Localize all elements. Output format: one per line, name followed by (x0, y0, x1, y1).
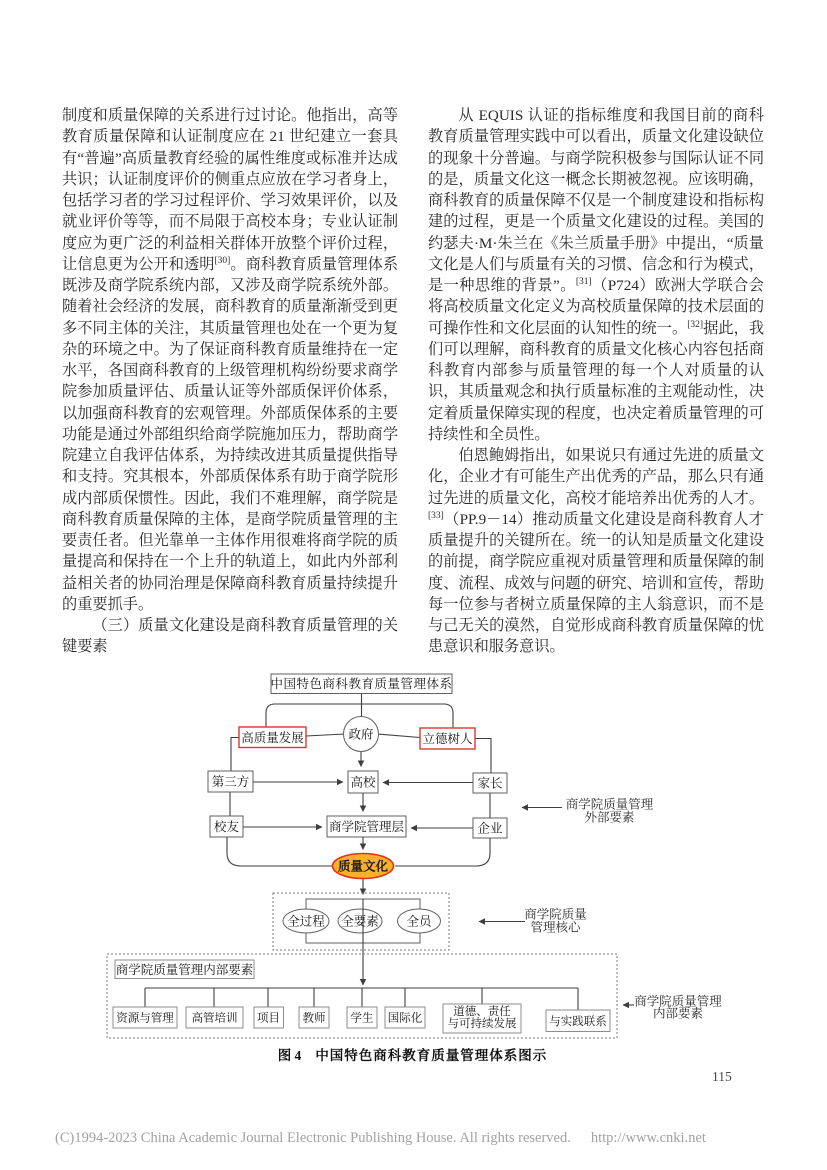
annotation-internal-line2: 内部要素 (652, 1006, 704, 1021)
node-system-label: 中国特色商科教育质量管理体系 (270, 677, 453, 691)
annotation-external-elements (522, 797, 654, 825)
annotation-core-line2: 管理核心 (530, 920, 581, 935)
node-practice-label: 与实践联系 (549, 1016, 607, 1028)
footer-copyright: (C)1994-2023 China Academic Journal Electronic Publishing House. All rights reserved. (55, 1130, 571, 1146)
node-teachers-label: 教师 (302, 1012, 326, 1025)
text-segment: （P724）欧洲大学联合会将高校质量文化定义为高校质量保障的技术层面的可操作性和文化层面的认知性的统一。 (428, 277, 764, 337)
text-segment: 据此，我们可以理解，商科教育的质量文化核心内容包括商科教育内部参与质量管理的每一个人对质量的认识，其质量观念和执行质量标准的主观能动性，决定着质量保障实现的程度，也决定着质量管理的可持续性和全员性。 (428, 319, 765, 443)
citation-superscript: [33] (428, 510, 444, 521)
node-alumni-label: 校友 (213, 820, 240, 834)
node-executive-training-label: 高管培训 (191, 1012, 238, 1025)
text-segment: （PP.9－14）推动质量文化建设是商科教育人才质量提升的关键所在。统一的认知是质量文化建设的前提，商学院应重视对质量管理和质量保障的制度、流程、成效与问题的研究、培训和宣传，帮助每一位参与者树立质量保障的主人翁意识，而不是与己无关的漠然，自觉形成商科教育质量保障的忧患意识和服务意识。 (428, 510, 764, 656)
node-whole-process-label: 全过程 (287, 914, 325, 929)
node-bs-management-label: 商学院管理层 (328, 820, 405, 834)
node-university-label: 高校 (350, 775, 376, 790)
node-all-staff-label: 全员 (406, 914, 432, 929)
text-segment: （三）质量文化建设是商科教育质量管理的关键要素 (62, 617, 398, 656)
text-segment: 制度和质量保障的关系进行过讨论。他指出，高等教育质量保障和认证制度应在 21 世纪建立一套具有“普遍”高质量教育经验的属性维度或标准并达成共识；认证制度评价的侧重点应放在学习者身上，包括学习者的学习过程评价、学习效果评价，以及就业评价等等，而不局限于高校本身；专业认证制度应为更广泛的利益相关群体开放整个评价过程，让信息更为公开和透明 (62, 107, 398, 273)
annotation-external-line1: 商学院质量管理 (565, 797, 654, 812)
node-ethics-label-line1: 道德、责任 (453, 1006, 511, 1018)
node-parents-label: 家长 (477, 776, 503, 791)
footer-url-link[interactable]: http://www.cnki.net (590, 1130, 706, 1146)
annotation-internal-elements (623, 994, 722, 1021)
annotation-core-line1: 商学院质量 (524, 907, 587, 922)
text-segment: 。商科教育质量管理体系既涉及商学院系统内部，又涉及商学院系统外部。随着社会经济的发展，商科教育的质量渐渐受到更多不同主体的关注，其质量管理也处在一个更为复杂的环境之中。为了保证商科教育质量维持在一定水平，各国商科教育的上级管理机构纷纷要求商学院参加质量评估、质量认证等外部质保评价体系，以加强商科教育的宏观管理。外部质保体系的主要功能是通过外部组织给商学院施加压力，帮助商学院建立自我评估体系，为持续改进其质量提供指导和支持。究其根本，外部质保体系有助于商学院形成内部质保惯性。因此，我们不难理解，商学院是商科教育质量保障的主体，是商学院质量管理的主要责任者。但光靠单一主体作用很难将商学院的质量提高和保持在一个上升的轨道上，如此内外部利益相关者的协同治理是保障商科教育质量持续提升的重要抓手。 (62, 255, 399, 613)
figure-caption-title: 中国特色商科教育质量管理体系图示 (315, 1048, 548, 1063)
annotation-external-line2: 外部要素 (584, 810, 635, 825)
citation-superscript: [30] (214, 255, 231, 266)
node-government-label: 政府 (348, 727, 374, 742)
text-segment: 从 EQUIS 认证的指标维度和我国目前的商科教育质量管理实践中可以看出，质量文化建设缺位的现象十分普遍。与商学院积极参与国际认证不同的是，质量文化这一概念长期被忽视。应该明确，商科教育的质量保障不仅是一个制度建设和指标构建的过程，更是一个质量文化建设的过程。美国的约瑟夫·M·朱兰在《朱兰质量手册》中提出，“质量文化是人们与质量有关的习惯、信念和行为模式，是一种思维的背景”。 (428, 107, 764, 294)
node-lide-shuren-label: 立德树人 (422, 732, 473, 746)
page-footer (55, 1130, 815, 1147)
node-all-elements-label: 全要素 (341, 914, 379, 929)
citation-superscript: [32] (687, 319, 704, 330)
annotation-management-core (479, 907, 587, 935)
node-programs-label: 项目 (257, 1012, 280, 1025)
node-students-label: 学生 (350, 1012, 374, 1025)
node-ethics-label-line2: 与可持续发展 (447, 1018, 517, 1030)
node-enterprise-label: 企业 (477, 821, 503, 836)
text-segment: 伯恩鲍姆指出，如果说只有通过先进的质量文化，企业才有可能生产出优秀的产品，那么只有通过先进的质量文化，高校才能培养出优秀的人才。 (428, 447, 764, 507)
page-number: 115 (712, 1069, 732, 1084)
citation-superscript: [31] (575, 276, 592, 287)
figure-caption-label: 图 4 (277, 1048, 302, 1063)
annotation-internal-line1: 商学院质量管理 (634, 994, 722, 1009)
internal-header-label: 商学院质量管理内部要素 (115, 963, 254, 977)
node-hq-development-label: 高质量发展 (241, 731, 304, 745)
node-internationalization-label: 国际化 (387, 1012, 423, 1025)
node-third-party-label: 第三方 (211, 775, 250, 789)
node-resources-label: 资源与管理 (116, 1012, 174, 1025)
node-quality-culture-label: 质量文化 (337, 859, 389, 874)
figure-caption (62, 1044, 763, 1064)
